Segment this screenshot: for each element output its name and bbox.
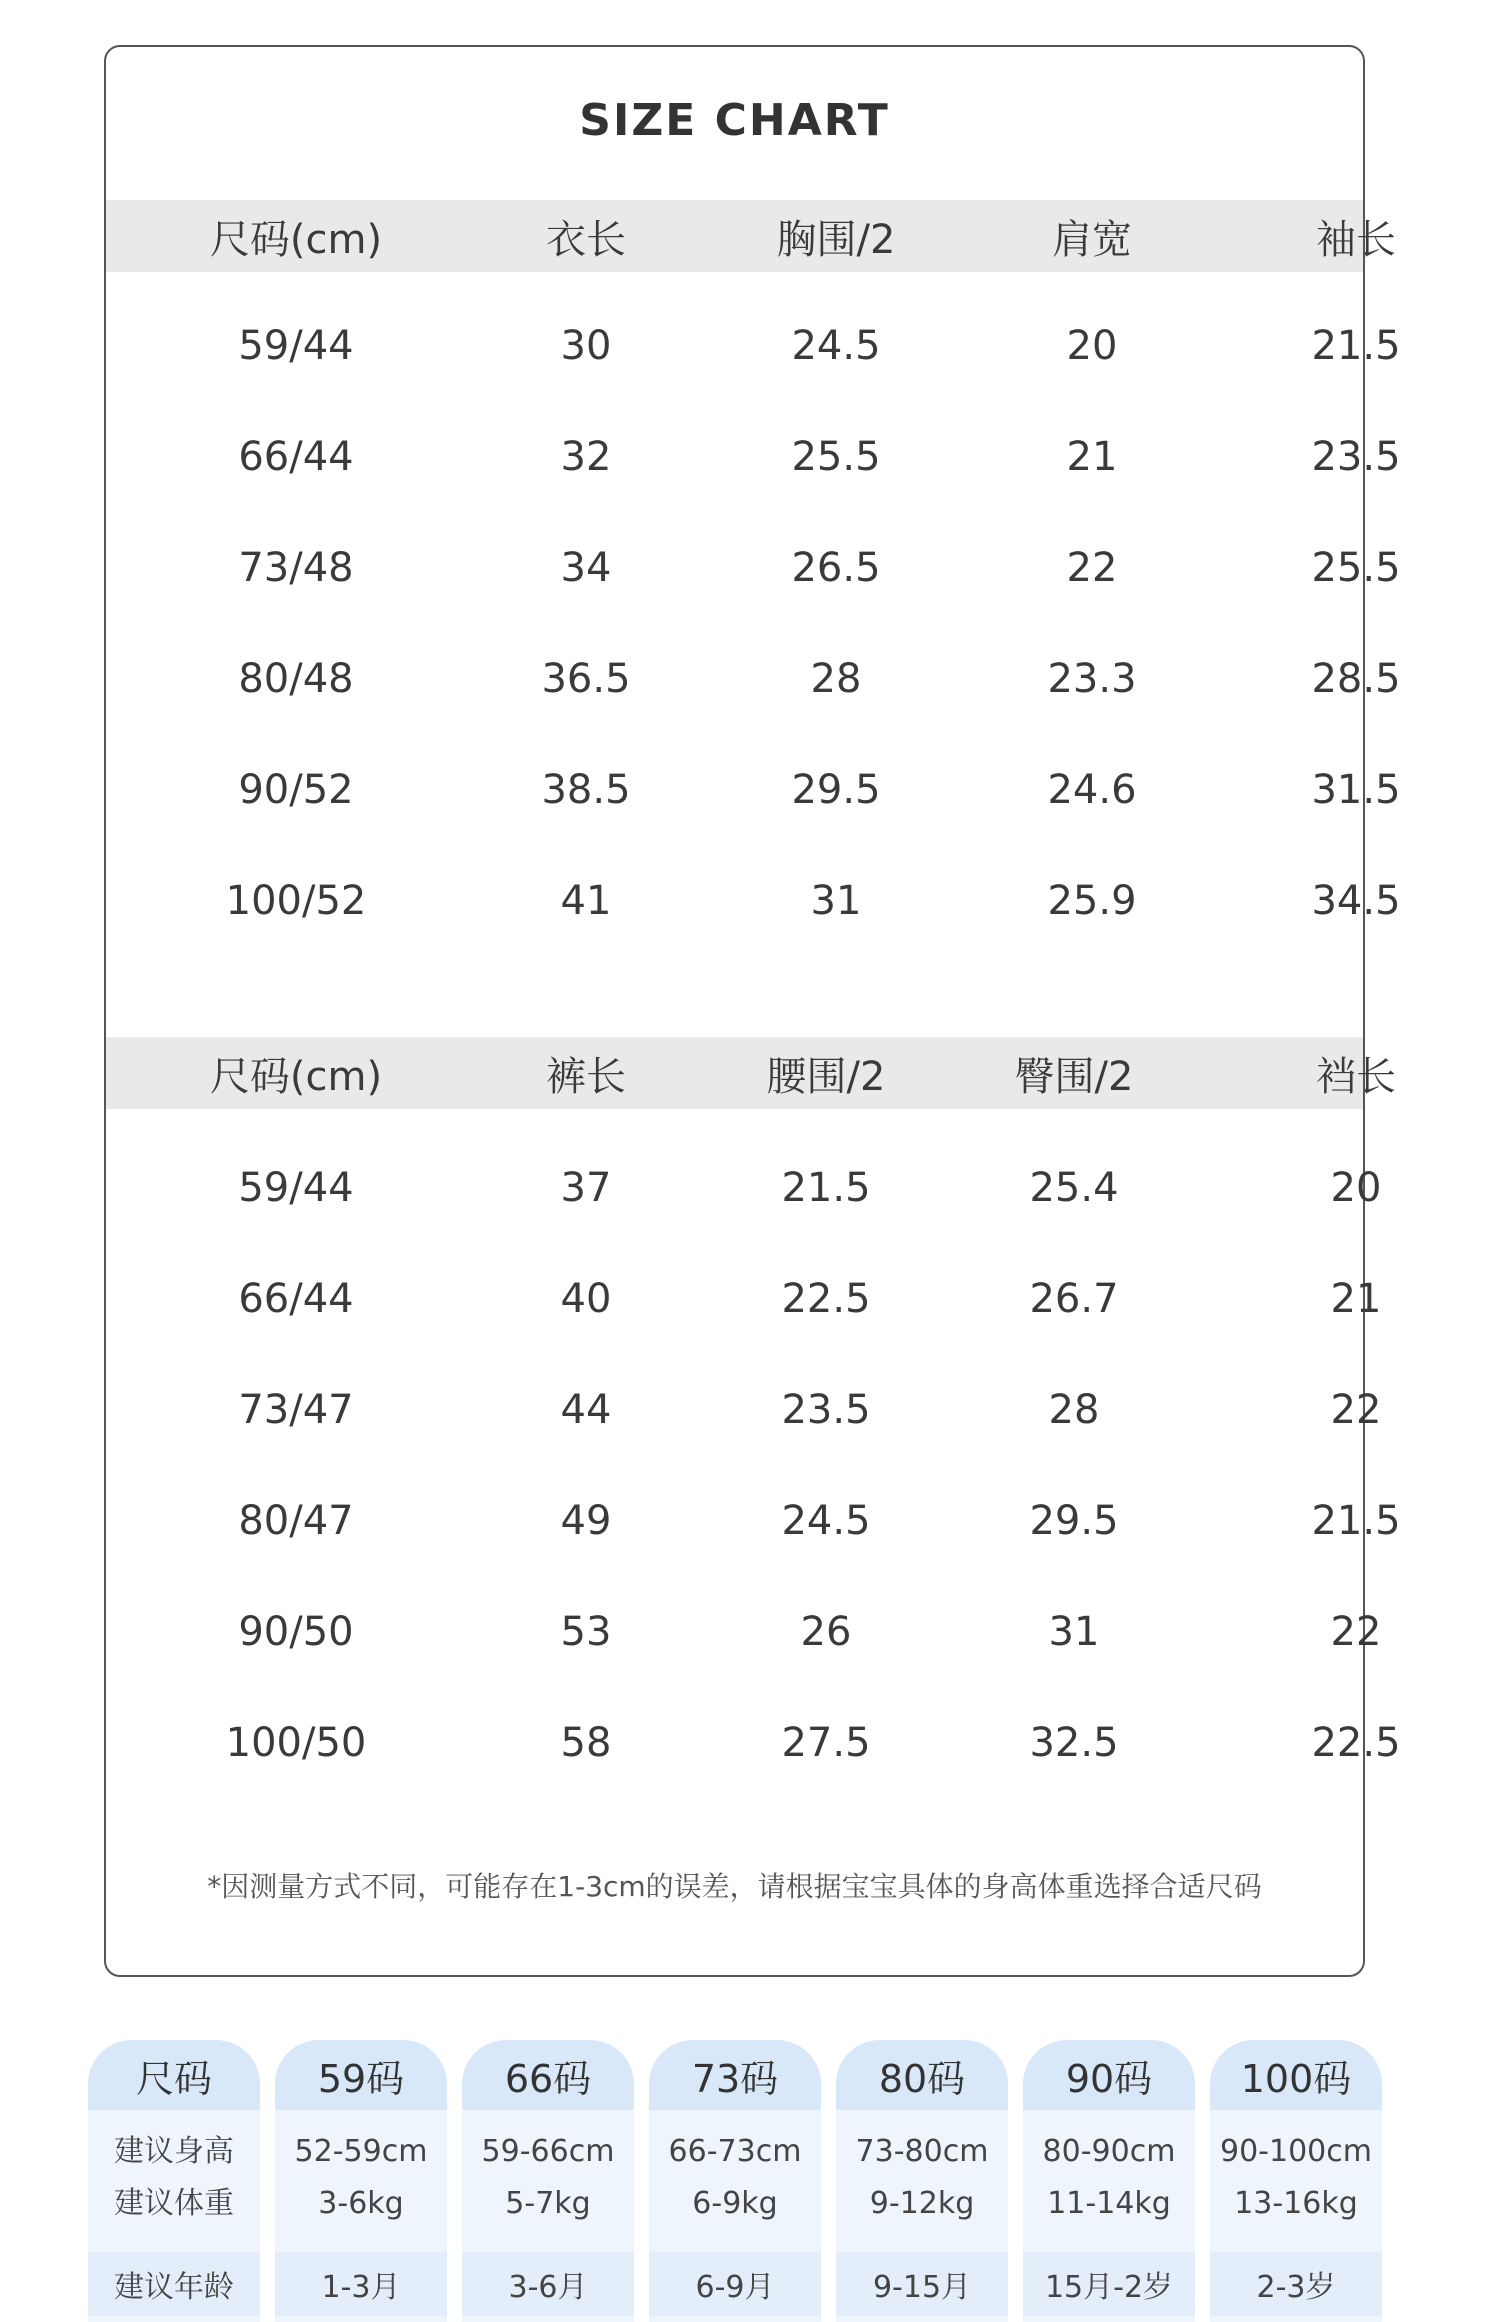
size-guide-column [649, 2040, 821, 2322]
cell-shoulder: 21 [1066, 434, 1118, 480]
size-guide-column [462, 2040, 634, 2322]
cell-size: 80/47 [238, 1498, 354, 1544]
cell-size: 90/50 [238, 1609, 354, 1655]
size-guide-strip [88, 2040, 1378, 2322]
suggested-weight: 5-7kg [505, 2186, 591, 2221]
suggested-weight: 9-12kg [869, 2186, 975, 2221]
cell-rise: 22 [1330, 1387, 1382, 1433]
header-pants-length: 裤长 [546, 1053, 626, 1100]
size-guide-column [1210, 2040, 1382, 2322]
suggested-age: 6-9月 [649, 2252, 821, 2316]
cell-hip: 28 [1048, 1387, 1100, 1433]
table-row [106, 1466, 1401, 1576]
size-guide-head: 66码 [462, 2040, 634, 2110]
cell-waist: 23.5 [781, 1387, 871, 1433]
cell-shoulder: 20 [1066, 323, 1118, 369]
cell-size: 73/47 [238, 1387, 354, 1433]
size-guide-column [1023, 2040, 1195, 2322]
measurement-note: *因测量方式不同，可能存在1-3cm的误差，请根据宝宝具体的身高体重选择合适尺码 [207, 1870, 1262, 1903]
cell-length: 30 [560, 323, 612, 369]
suggested-height: 59-66cm [481, 2134, 615, 2169]
cell-sleeve: 28.5 [1311, 656, 1401, 702]
cell-shoulder: 23.3 [1047, 656, 1137, 702]
header-waist: 腰围/2 [766, 1053, 886, 1100]
cell-waist: 22.5 [781, 1276, 871, 1322]
cell-pants-length: 58 [560, 1720, 612, 1766]
cell-waist: 26 [800, 1609, 852, 1655]
cell-size: 100/52 [225, 878, 367, 924]
cell-length: 34 [560, 545, 612, 591]
cell-sleeve: 25.5 [1311, 545, 1401, 591]
chart-title: SIZE CHART [579, 95, 890, 146]
table-row [106, 402, 1401, 512]
table-row [106, 846, 1401, 956]
top-table-header [106, 200, 1396, 272]
cell-size: 59/44 [238, 1165, 354, 1211]
header-size: 尺码(cm) [209, 216, 383, 263]
cell-rise: 21 [1330, 1276, 1382, 1322]
cell-chest: 25.5 [791, 434, 881, 480]
cell-chest: 29.5 [791, 767, 881, 813]
cell-rise: 21.5 [1311, 1498, 1401, 1544]
cell-sleeve: 21.5 [1311, 323, 1401, 369]
header-chest: 胸围/2 [776, 216, 896, 263]
suggested-height: 66-73cm [668, 2134, 802, 2169]
header-size: 尺码(cm) [209, 1053, 383, 1100]
table-row [106, 291, 1401, 401]
age-label: 建议年龄 [88, 2252, 260, 2316]
table-row [106, 1577, 1382, 1687]
size-guide-column [836, 2040, 1008, 2322]
table-row [106, 1688, 1401, 1798]
cell-size: 90/52 [238, 767, 354, 813]
cell-size: 73/48 [238, 545, 354, 591]
suggested-age: 1-3月 [275, 2252, 447, 2316]
size-guide-head: 73码 [649, 2040, 821, 2110]
table-row [106, 1133, 1382, 1243]
cell-shoulder: 22 [1066, 545, 1118, 591]
bottom-table-header [106, 1037, 1396, 1109]
height-label: 建议身高 [114, 2134, 234, 2169]
cell-hip: 26.7 [1029, 1276, 1119, 1322]
table-row [106, 513, 1401, 623]
cell-size: 66/44 [238, 1276, 354, 1322]
table-row [106, 735, 1401, 845]
size-guide-head: 59码 [275, 2040, 447, 2110]
cell-chest: 31 [810, 878, 862, 924]
cell-sleeve: 23.5 [1311, 434, 1401, 480]
table-row [106, 1355, 1382, 1465]
suggested-height: 52-59cm [294, 2134, 428, 2169]
cell-pants-length: 44 [560, 1387, 612, 1433]
header-shoulder: 肩宽 [1052, 216, 1132, 263]
cell-pants-length: 40 [560, 1276, 612, 1322]
cell-chest: 24.5 [791, 323, 881, 369]
cell-sleeve: 34.5 [1311, 878, 1401, 924]
cell-length: 36.5 [541, 656, 631, 702]
size-chart-card [104, 45, 1401, 1977]
table-row [106, 624, 1401, 734]
suggested-height: 73-80cm [855, 2134, 989, 2169]
cell-pants-length: 49 [560, 1498, 612, 1544]
cell-chest: 26.5 [791, 545, 881, 591]
table-row [106, 1244, 1382, 1354]
size-guide-head: 80码 [836, 2040, 1008, 2110]
cell-hip: 25.4 [1029, 1165, 1119, 1211]
suggested-weight: 13-16kg [1234, 2186, 1358, 2221]
header-sleeve: 袖长 [1316, 216, 1396, 263]
cell-hip: 29.5 [1029, 1498, 1119, 1544]
cell-rise: 22.5 [1311, 1720, 1401, 1766]
header-length: 衣长 [546, 216, 626, 263]
cell-chest: 28 [810, 656, 862, 702]
suggested-weight: 6-9kg [692, 2186, 778, 2221]
cell-size: 66/44 [238, 434, 354, 480]
cell-shoulder: 25.9 [1047, 878, 1137, 924]
cell-size: 59/44 [238, 323, 354, 369]
size-guide-head: 90码 [1023, 2040, 1195, 2110]
suggested-age: 3-6月 [462, 2252, 634, 2316]
weight-label: 建议体重 [114, 2186, 234, 2221]
suggested-age: 9-15月 [836, 2252, 1008, 2316]
size-guide-label-column [88, 2040, 260, 2322]
cell-length: 32 [560, 434, 612, 480]
cell-waist: 21.5 [781, 1165, 871, 1211]
cell-waist: 27.5 [781, 1720, 871, 1766]
cell-hip: 32.5 [1029, 1720, 1119, 1766]
cell-pants-length: 53 [560, 1609, 612, 1655]
cell-rise: 20 [1330, 1165, 1382, 1211]
cell-shoulder: 24.6 [1047, 767, 1137, 813]
cell-sleeve: 31.5 [1311, 767, 1401, 813]
cell-pants-length: 37 [560, 1165, 612, 1211]
cell-waist: 24.5 [781, 1498, 871, 1544]
cell-size: 80/48 [238, 656, 354, 702]
suggested-height: 90-100cm [1220, 2134, 1372, 2169]
size-guide-column [275, 2040, 447, 2322]
suggested-weight: 11-14kg [1047, 2186, 1171, 2221]
cell-size: 100/50 [225, 1720, 367, 1766]
size-guide-head: 100码 [1210, 2040, 1382, 2110]
cell-length: 41 [560, 878, 612, 924]
cell-length: 38.5 [541, 767, 631, 813]
suggested-weight: 3-6kg [318, 2186, 404, 2221]
header-hip: 臀围/2 [1014, 1053, 1134, 1100]
suggested-age: 15月-2岁 [1023, 2252, 1195, 2316]
suggested-height: 80-90cm [1042, 2134, 1176, 2169]
cell-hip: 31 [1048, 1609, 1100, 1655]
size-guide-label-head: 尺码 [88, 2040, 260, 2110]
suggested-age: 2-3岁 [1210, 2252, 1382, 2316]
header-rise: 裆长 [1316, 1053, 1396, 1100]
cell-rise: 22 [1330, 1609, 1382, 1655]
